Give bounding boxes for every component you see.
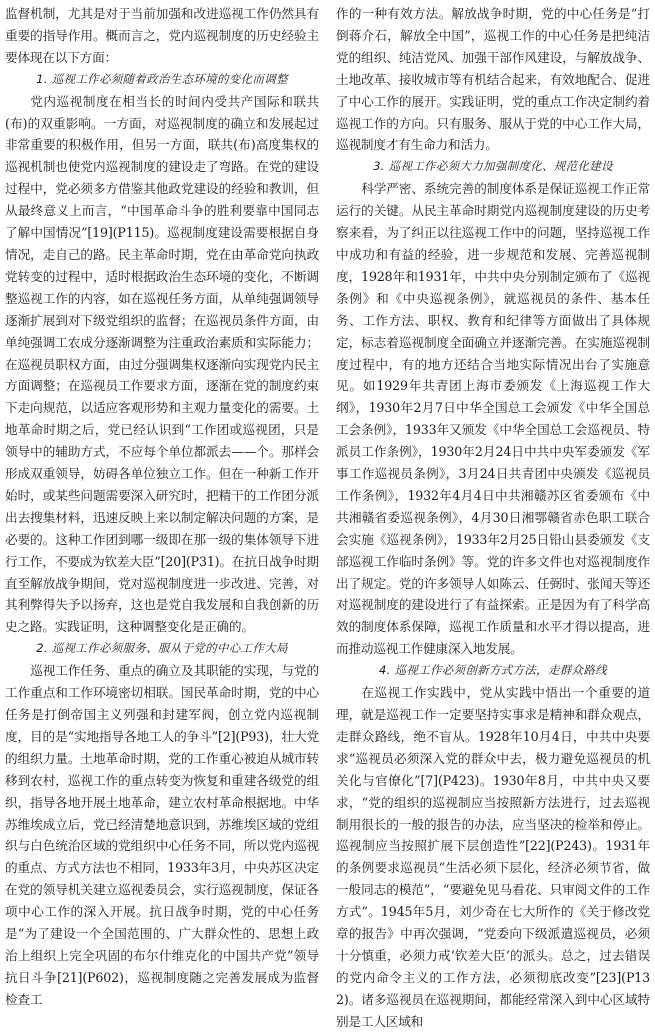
paragraph: 监督机制，尤其是对于当前加强和改进巡视工作仍然具有重要的指导作用。概而言之，党内巡视制度的历史经验主要体现在以下方面： [5, 6, 319, 65]
paragraph: 巡视工作任务、重点的确立及其职能的实现，与党的工作重点和工作环境密切相联。国民革命时期，党的中心任务是打倒帝国主义列强和封建军阀，创立党内巡视制度，目的是“实地指导各地工人的争斗”[2](P93)，壮大党的组织力量。土地革命时期，党的工作重心被迫从城市转移到农村，巡视工作的重点转变为恢复和重建各级党的组织，指导各地开展土地革命，建立农村革命根据地。中华苏维埃成立后，党已经清楚地意识到，苏维埃区域的党组织与白色统治区域的党组织中心任务不同，所以党内巡视的重点、方式方法也不相同，1933年3月，中央苏区决定在党的领导机关建立巡视委员会，实行巡视制度，保证各项中心工作的深入开展。抗日战争时期，党的中心任务是“为了建设一个全国范围的、广大群众性的、思想上政治上组织上完全巩固的布尔什维克化的中国共产党”领导抗日斗争[21](P602)，巡视制度随之完善发展成为监督检查工 [5, 663, 319, 1007]
paragraph: 作的一种有效方法。解放战争时期，党的中心任务是“打倒蒋介石，解放全中国”，巡视工作的中心任务是把纯洁党的组织、纯洁党风、加强干部作风建设，与解放战争、土地改革、接收城市等有机结合起来，有效地配合、促进了中心工作的展开。实践证明，党的重点工作决定制约着巡视工作的方向。只有服务、服从于党的中心工作大局，巡视制度才有生命力和活力。 [336, 6, 650, 153]
section-heading: 1. 巡视工作必须随着政治生态环境的变化而调整 [36, 71, 288, 86]
section-heading: 2. 巡视工作必须服务、服从于党的中心工作大局 [36, 641, 288, 656]
section-heading: 4. 巡视工作必须创新方式方法，走群众路线 [379, 663, 607, 678]
paragraph: 在巡视工作实践中，党从实践中悟出一个重要的道理，就是巡视工作一定要坚持实事求是精神和群众观点，走群众路线，绝不盲从。1928年10月4日，中共中央要求“巡视员必须深入党的群众中去，极力避免巡视员的机关化与官僚化”[7](P423)。1930年8月，中共中央又要求，“党的组织的巡视制应当按照新方法进行，过去巡视制用很长的一般的报告的办法，应当坚决的检举和停止。巡视制应当按照扩展下层创造性”[22](P243)。1931年的条例要求巡视员“生活必须下层化，经济必须节省，做一般同志的模范”，“要避免见马看花、只审阅文件的工作方式”。1945年5月，刘少奇在七大所作的《关于修改党章的报告》中再次强调，“党委向下级派遣巡视员，必须十分慎重，必须力戒‘钦差大臣’的派头。总之，过去错误的党内命令主义的工作方法，必须彻底改变”[23](P132)。诸多巡视员在巡视期间，都能经常深入到中心区域特别是工人区域和 [336, 685, 650, 1029]
right-column [336, 3, 650, 1029]
left-column [5, 3, 319, 1007]
paragraph: 党内巡视制度在相当长的时间内受共产国际和联共(布)的双重影响。一方面，对巡视制度的确立和发展起过非常重要的积极作用，但另一方面，联共(布)高度集权的巡视机制也使党内巡视制度的建设走了弯路。在党的建设过程中，党必须多方借鉴其他政党建设的经验和教训，但从最终意义上而言，“中国革命斗争的胜利要靠中国同志了解中国情况”[19](P115)。巡视制度建设需要根据自身情况，走自己的路。民主革命时期，党在由革命党向执政党转变的过程中，适时根据政治生态环境的变化，不断调整巡视工作的内容，如在巡视任务方面，从单纯强调领导逐渐扩展到对下级党组织的监督；在巡视员条件方面，由单纯强调工农成分逐渐调整为注重政治素质和实际能力；在巡视员职权方面，由过分强调集权逐渐向实现党内民主方面调整；在巡视员工作要求方面，逐渐在党的制度约束下走向规范，以适应客观形势和主观力量变化的需要。土地革命时期之后，党已经认识到“工作团或巡视团，只是领导中的辅助方式，不应每个单位都派去——个。那样会形成双重领导，妨碍各单位独立工作。但在一种新工作开始时，或某些问题需要深入研究时，把精干的工作团分派出去搜集材料，迅速反映上来以制定解决问题的方案，是必要的。这种工作团到哪一级即在那一级的集体领导下进行工作，不要成为钦差大臣”[20](P31)。在抗日战争时期直至解放战争期间，党对巡视制度进一步改进、完善，对其利弊得失予以扬弃，这也是党自我发展和自我创新的历史之路。实践证明，这种调整变化是正确的。 [5, 93, 319, 635]
section-heading: 3. 巡视工作必须大力加强制度化、规范化建设 [373, 159, 613, 174]
paragraph: 科学严密、系统完善的制度体系是保证巡视工作正常运行的关键。从民主革命时期党内巡视制度建设的历史考察来看，为了纠正以往巡视工作中的问题，坚持巡视工作中成功和有益的经验，进一步规范和发展、完善巡视制度，1928年和1931年，中共中央分别制定颁布了《巡视条例》和《中央巡视条例》，就巡视员的条件、基本任务、工作方法、职权、教育和纪律等方面做出了具体规定，标志着巡视制度全面确立并逐渐完善。在实施巡视制度过程中，有的地方还结合当地实际情况出台了实施意见。如1929年共青团上海市委颁发《上海巡视工作大纲》，1930年2月7日中华全国总工会颁发《中华全国总工会条例》，1933年又颁发《中华全国总工会巡视员、特派员工作条例》，1930年2月24日中共中央军委颁发《军事工作巡视员条例》，3月24日共青团中央颁发《巡视员工作条例》，1932年4月4日中共湘赣苏区省委颁布《中共湘赣省委巡视条例》，4月30日湘鄂赣省赤色职工联合会实施《巡视条例》，1933年2月25日铅山县委颁发《支部巡视工作临时条例》等。党的许多文件也对巡视制度作出了规定。党的许多领导人如陈云、任弼时、张闻天等还对巡视制度的建设进行了有益探索。正是因为有了科学高效的制度体系保障，巡视工作质量和水平才得以提高，进而推动巡视工作健康深入地发展。 [336, 181, 650, 657]
